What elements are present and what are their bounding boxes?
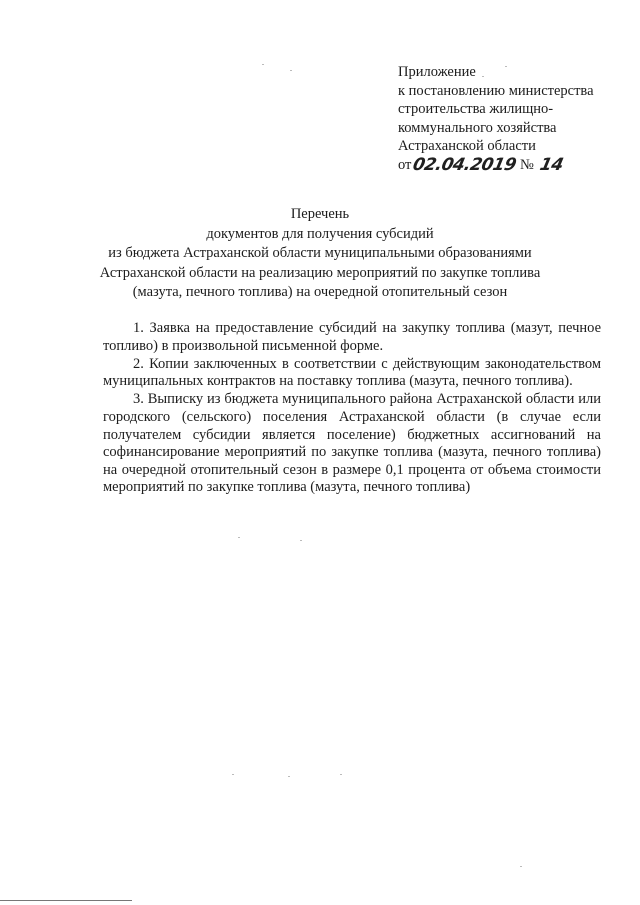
scan-speck	[262, 64, 264, 65]
documents-list	[103, 320, 601, 497]
appendix-line: коммунального хозяйства	[398, 119, 557, 136]
date-prefix: от	[398, 156, 412, 173]
list-item: 2. Копии заключенных в соответствии с действующим законодательством муниципальных контрактов на поставку топлива (мазута, печного топлива).	[103, 355, 601, 390]
appendix-line: Астраханской области	[398, 138, 536, 154]
number-sign: №	[519, 156, 534, 173]
appendix-heading: Приложение	[398, 64, 476, 80]
scan-speck	[300, 540, 302, 541]
list-item: 3. Выписку из бюджета муниципального района Астраханской области или городского (сельского) поселения Астраханской области (в случае если получателем субсидии является поселение) бюджетных ассигнований на софинансирование мероприятий по закупке топлива (мазута, печного топлива) на очередной отопительный сезон в размере 0,1 процента от объема стоимости мероприятий по закупке топлива (мазута, печного топлива)	[103, 391, 601, 496]
scan-speck	[505, 66, 507, 67]
appendix-line: строительства жилищно-	[398, 101, 554, 117]
scan-speck	[482, 76, 484, 77]
appendix-line: к постановлению министерства	[398, 82, 594, 99]
title-line: документов для получения субсидий	[206, 225, 434, 242]
title-line: из бюджета Астраханской области муниципальными образованиями	[108, 245, 532, 261]
scan-speck	[340, 774, 342, 775]
scan-speck	[288, 776, 290, 777]
handwritten-date: 02.04.2019	[411, 154, 519, 175]
footer-rule	[0, 900, 132, 901]
scan-speck	[238, 537, 240, 538]
title-line: Перечень	[290, 206, 350, 222]
handwritten-number: 14	[537, 154, 565, 175]
date-number-line	[398, 156, 594, 175]
document-title	[0, 205, 640, 303]
scan-speck	[290, 70, 292, 71]
scan-speck	[232, 774, 234, 775]
scan-speck	[520, 866, 522, 867]
title-line: Астраханской области на реализацию мероприятий по закупке топлива	[99, 264, 541, 281]
list-item: 1. Заявка на предоставление субсидий на закупку топлива (мазут, печное топливо) в произвольной письменной форме.	[103, 320, 601, 354]
title-line: (мазута, печного топлива) на очередной отопительный сезон	[132, 284, 508, 300]
appendix-block	[398, 63, 594, 174]
